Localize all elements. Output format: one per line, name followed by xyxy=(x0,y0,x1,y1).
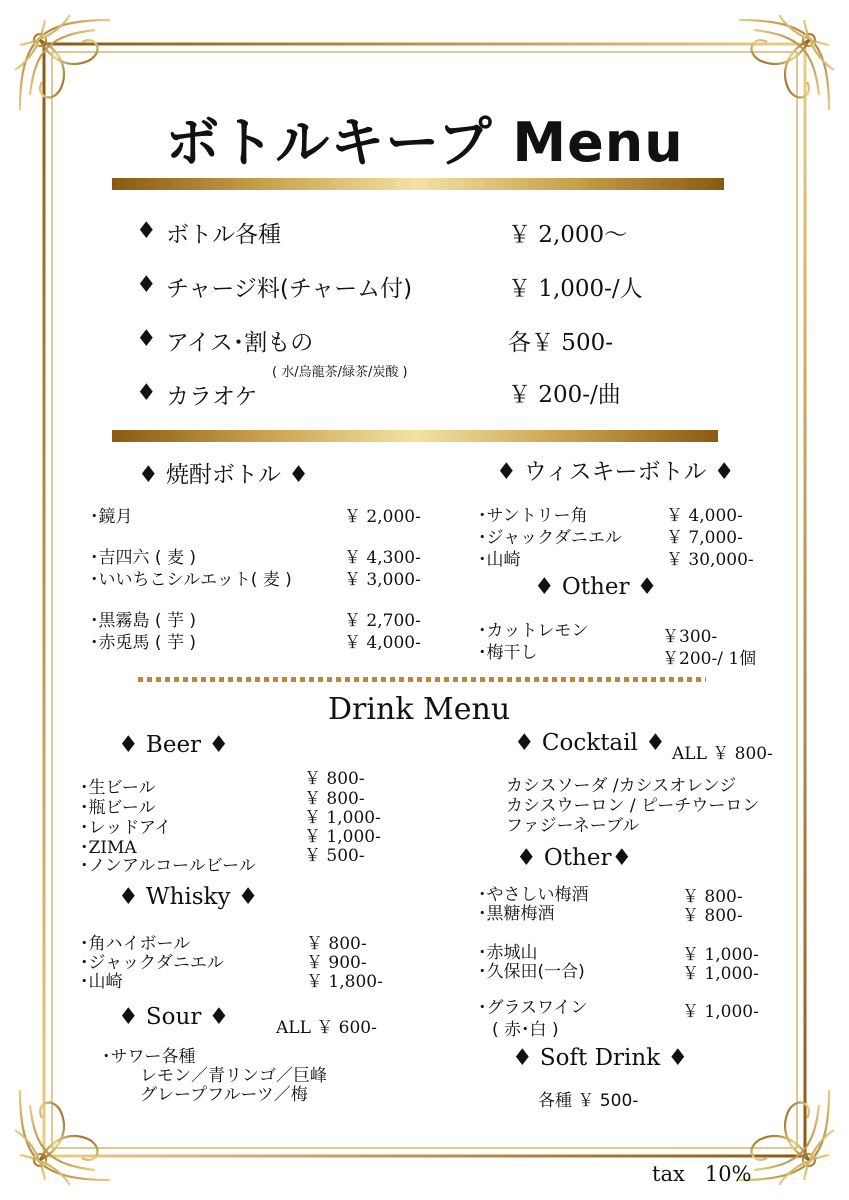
shochu-heading: ♦ 焼酎ボトル ♦ xyxy=(138,462,309,488)
item-price: ￥200-/ 1個 xyxy=(662,649,757,669)
item-price: ￥ 2,700- xyxy=(344,611,421,631)
basic-bullet: ♦ xyxy=(136,326,157,352)
basic-bullet: ♦ xyxy=(136,380,157,406)
basic-price: ￥ 200-/曲 xyxy=(508,382,621,408)
drink-other-heading: ♦ Other♦ xyxy=(516,845,633,871)
basic-price: ￥ 2,000～ xyxy=(508,222,628,248)
gold-divider-middle xyxy=(112,430,718,442)
basic-label: カラオケ xyxy=(166,384,258,410)
list-item: ･ジャックダニエル xyxy=(80,953,224,973)
list-item: ･生ビール xyxy=(80,778,156,798)
item-price: ￥ 4,000- xyxy=(666,506,743,526)
basic-price: ￥ 1,000-/人 xyxy=(508,276,643,302)
list-item: ･ZIMA xyxy=(80,838,137,858)
item-price: ￥ 2,000- xyxy=(344,507,421,527)
gold-divider-top xyxy=(112,178,724,190)
list-item: ･黒糖梅酒 xyxy=(478,904,555,924)
item-price: ￥ 1,000- xyxy=(682,945,759,965)
list-item: ･レッドアイ xyxy=(80,818,172,838)
list-item: ･黒霧島 ( 芋 ) xyxy=(90,611,196,631)
list-item: ･ジャックダニエル xyxy=(478,528,622,548)
list-item: ･梅干し xyxy=(478,643,538,663)
basic-bullet: ♦ xyxy=(136,272,157,298)
list-item: レモン／青リンゴ／巨峰 xyxy=(140,1066,327,1086)
wine-note: ( 赤･白 ) xyxy=(492,1020,559,1040)
soft-drink-heading: ♦ Soft Drink ♦ xyxy=(512,1045,689,1071)
item-price: ￥ 4,000- xyxy=(344,633,421,653)
list-item: ･山崎 xyxy=(478,550,521,570)
list-item: ･角ハイボール xyxy=(80,934,191,954)
item-price: ￥ 1,800- xyxy=(306,972,383,992)
cocktail-heading: ♦ Cocktail ♦ xyxy=(514,730,666,756)
item-price: ￥300- xyxy=(662,627,718,647)
item-price: ￥ 800- xyxy=(682,887,743,907)
list-item: ･カットレモン xyxy=(478,621,589,641)
list-item: ･ノンアルコールビール xyxy=(80,856,256,876)
list-item: ･久保田(一合) xyxy=(478,962,585,982)
list-item: ･サワー各種 xyxy=(102,1047,196,1067)
basic-price: 各￥ 500- xyxy=(508,330,613,356)
list-item: ･鏡月 xyxy=(90,507,133,527)
item-price: ￥ 7,000- xyxy=(666,528,743,548)
sour-heading: ♦ Sour ♦ xyxy=(118,1004,230,1030)
item-price: ￥ 800- xyxy=(304,789,365,809)
item-price: ￥ 900- xyxy=(306,953,367,973)
drink-menu-title: Drink Menu xyxy=(328,692,511,727)
list-item: ･瓶ビール xyxy=(80,798,156,818)
tax-note: tax 10% xyxy=(652,1162,752,1186)
page-title: ボトルキープ Menu xyxy=(165,111,684,174)
beer-heading: ♦ Beer ♦ xyxy=(118,732,229,758)
basic-label: ボトル各種 xyxy=(166,222,281,248)
list-item: ･グラスワイン xyxy=(478,998,588,1018)
item-price: ￥ 4,300- xyxy=(344,548,421,568)
item-price: ￥ 30,000- xyxy=(666,550,754,570)
basic-label: チャージ料(チャーム付) xyxy=(166,276,413,302)
item-price: ￥ 500- xyxy=(304,846,365,866)
item-price: ￥ 1,000- xyxy=(682,1002,759,1022)
basic-label: アイス･割もの xyxy=(166,330,314,356)
soft-drink-price: 各種 ￥ 500- xyxy=(538,1091,639,1111)
dotted-divider xyxy=(138,677,706,682)
cocktail-all-price: ALL ￥ 800- xyxy=(672,744,773,764)
item-price: ￥ 1,000- xyxy=(304,827,381,847)
list-item: ･いいちこシルエット( 麦 ) xyxy=(90,570,292,590)
basic-bullet: ♦ xyxy=(136,218,157,244)
item-price: ￥ 800- xyxy=(304,769,365,789)
list-item: ファジーネーブル xyxy=(506,816,640,836)
whisky-bottle-heading: ♦ ウィスキーボトル ♦ xyxy=(496,459,735,485)
list-item: カシスソーダ /カシスオレンジ xyxy=(506,776,737,796)
item-price: ￥ 800- xyxy=(306,934,367,954)
list-item: ･吉四六 ( 麦 ) xyxy=(90,548,196,568)
list-item: カシスウーロン / ピーチウーロン xyxy=(506,796,760,816)
whisky-heading: ♦ Whisky ♦ xyxy=(118,884,259,910)
list-item: ･赤兎馬 ( 芋 ) xyxy=(90,633,196,653)
list-item: ･サントリー角 xyxy=(478,506,588,526)
item-price: ￥ 800- xyxy=(682,906,743,926)
mixer-note: ( 水/烏龍茶/緑茶/炭酸 ) xyxy=(272,365,408,380)
list-item: ･山崎 xyxy=(80,972,123,992)
item-price: ￥ 1,000- xyxy=(682,964,759,984)
list-item: グレープフルーツ／梅 xyxy=(140,1085,308,1105)
list-item: ･赤城山 xyxy=(478,943,538,963)
bottle-other-heading: ♦ Other ♦ xyxy=(534,574,658,600)
item-price: ￥ 3,000- xyxy=(344,570,421,590)
item-price: ￥ 1,000- xyxy=(304,808,381,828)
list-item: ･やさしい梅酒 xyxy=(478,885,589,905)
sour-all-price: ALL ￥ 600- xyxy=(276,1018,377,1038)
